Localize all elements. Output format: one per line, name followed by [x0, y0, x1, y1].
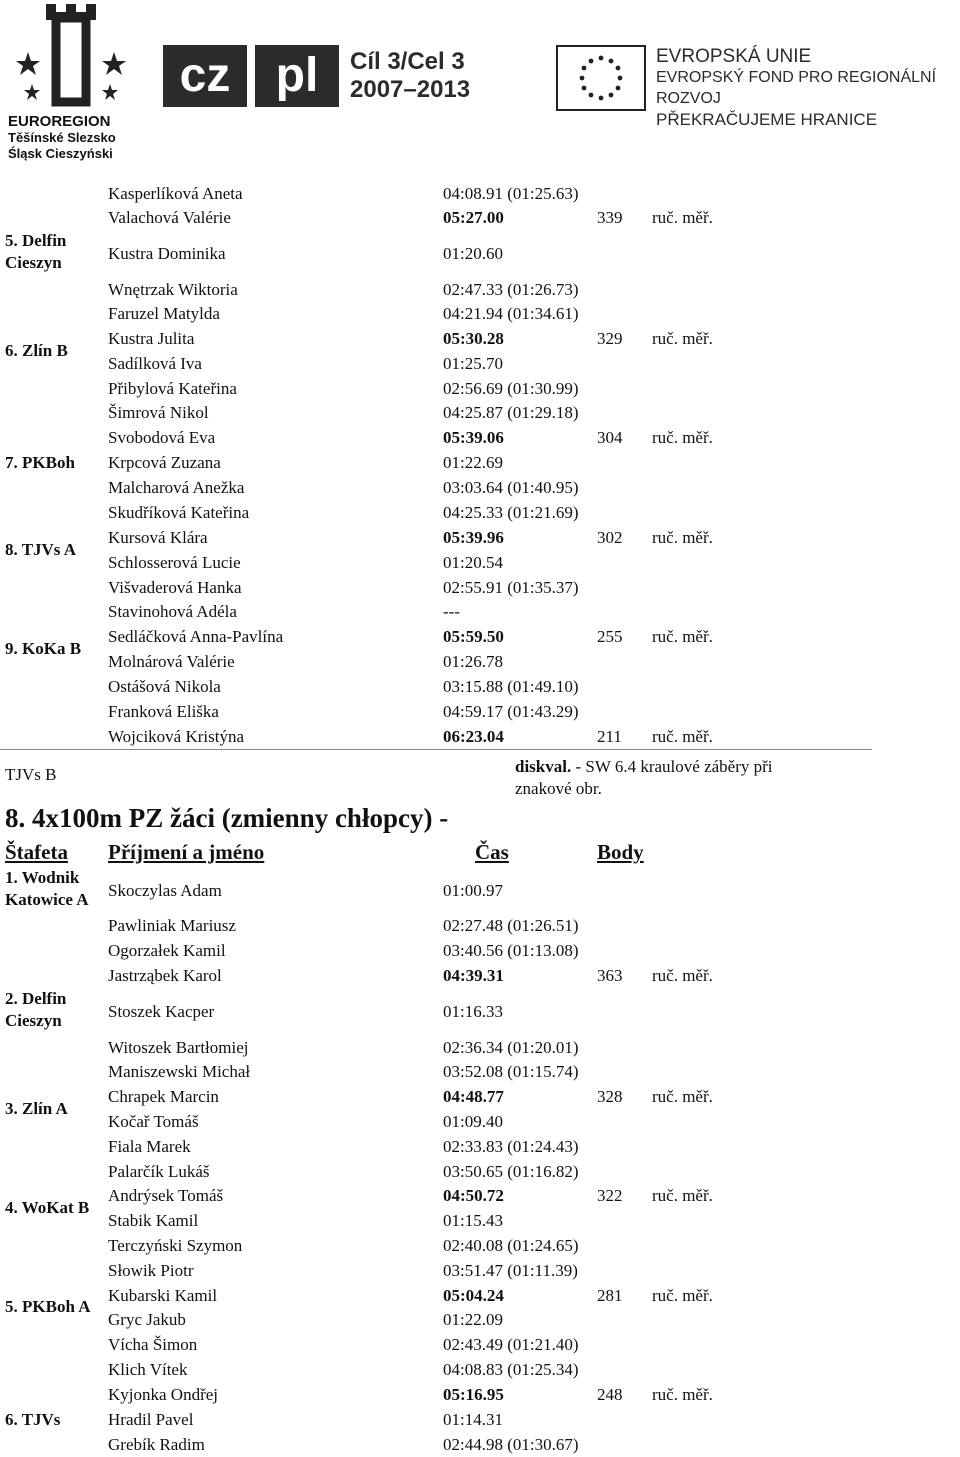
split-time: 04:50.72	[443, 1186, 504, 1205]
result-row	[0, 1036, 960, 1060]
result-row	[0, 451, 960, 475]
result-row	[0, 231, 960, 272]
eu-text-block	[656, 46, 960, 130]
split-time: 03:15.88 (01:49.10)	[443, 677, 579, 696]
result-row	[0, 989, 960, 1030]
points: 304	[597, 428, 623, 447]
divider-line	[0, 749, 872, 750]
result-row	[0, 725, 960, 749]
swimmer-name: Kasperlíková Aneta	[108, 184, 243, 203]
split-time: 06:23.04	[443, 727, 504, 746]
result-row	[0, 1198, 960, 1233]
split-time: 02:27.48 (01:26.51)	[443, 916, 579, 935]
swimmer-name: Višvaderová Hanka	[108, 578, 242, 597]
swimmer-name: Stabik Kamil	[108, 1211, 199, 1230]
result-row	[0, 1297, 960, 1332]
result-row	[0, 302, 960, 326]
swimmer-name: Kočař Tomáš	[108, 1112, 199, 1131]
swimmer-name: Šimrová Nikol	[108, 403, 209, 422]
points: 211	[597, 727, 622, 746]
split-time: 02:43.49 (01:21.40)	[443, 1335, 579, 1354]
swimmer-name: Pawliniak Mariusz	[108, 916, 236, 935]
euroregion-logo	[8, 4, 138, 164]
swimmer-name: Hradil Pavel	[108, 1410, 194, 1429]
timing-note: ruč. měř.	[652, 966, 713, 985]
euroregion-line1: Těšínské Slezsko	[8, 130, 116, 145]
split-time: 01:14.31	[443, 1410, 503, 1429]
cil-line1: Cíl 3/Cel 3	[350, 48, 465, 75]
result-row	[0, 700, 960, 724]
points: 322	[597, 1186, 623, 1205]
euroregion-line2: Śląsk Cieszyński	[8, 146, 113, 161]
swimmer-name: Słowik Piotr	[108, 1261, 194, 1280]
split-time: 05:30.28	[443, 329, 504, 348]
split-time: 03:52.08 (01:15.74)	[443, 1062, 579, 1081]
swimmer-name: Palarčík Lukáš	[108, 1162, 210, 1181]
result-row	[0, 501, 960, 525]
result-row	[0, 1358, 960, 1382]
swimmer-name: Kubarski Kamil	[108, 1286, 218, 1305]
team-name: 8. TJVs A	[5, 540, 77, 559]
swimmer-name: Gryc Jakub	[108, 1310, 186, 1329]
tower-icon	[8, 4, 138, 116]
swimmer-name: Ogorzałek Kamil	[108, 941, 226, 960]
timing-note: ruč. měř.	[652, 1286, 713, 1305]
swimmer-name: Stoszek Kacper	[108, 1002, 215, 1021]
header-time: Čas	[475, 840, 509, 864]
disqualification-note	[515, 756, 825, 800]
header-points: Body	[597, 840, 644, 864]
swimmer-name: Sadílková Iva	[108, 354, 202, 373]
swimmer-name: Wnętrzak Wiktoria	[108, 280, 238, 299]
result-row	[0, 401, 960, 425]
points: 248	[597, 1385, 623, 1404]
split-time: 01:15.43	[443, 1211, 503, 1230]
team-name: 5. Delfin Cieszyn	[5, 231, 67, 272]
result-row	[0, 1234, 960, 1258]
timing-note: ruč. měř.	[652, 627, 713, 646]
result-row	[0, 1408, 960, 1432]
split-time: 02:36.34 (01:20.01)	[443, 1038, 579, 1057]
result-row	[0, 1259, 960, 1283]
points: 328	[597, 1087, 623, 1106]
swimmer-name: Vícha Šimon	[108, 1335, 198, 1354]
swimmer-name: Klich Vítek	[108, 1360, 188, 1379]
eu-flag-icon	[556, 45, 646, 111]
disqualified-team: TJVs B	[5, 765, 57, 784]
split-time: 04:08.91 (01:25.63)	[443, 184, 579, 203]
swimmer-name: Skoczylas Adam	[108, 881, 222, 900]
result-row	[0, 576, 960, 600]
pl-box: pl	[255, 45, 339, 107]
result-row	[0, 182, 960, 206]
result-row	[0, 1383, 960, 1407]
points: 281	[597, 1286, 623, 1305]
swimmer-name: Sedláčková Anna-Pavlína	[108, 627, 284, 646]
split-time: 05:39.96	[443, 528, 504, 547]
cz-box: cz	[163, 45, 247, 107]
diskval-label: diskval.	[515, 757, 572, 776]
result-row	[0, 341, 960, 376]
result-row	[0, 1085, 960, 1109]
swimmer-name: Schlosserová Lucie	[108, 553, 241, 572]
cil-line2: 2007–2013	[350, 76, 471, 103]
timing-note: ruč. měř.	[652, 208, 713, 227]
swimmer-name: Jastrząbek Karol	[108, 966, 222, 985]
result-row	[0, 1284, 960, 1308]
result-row	[0, 639, 960, 674]
swimmer-name: Malcharová Anežka	[108, 478, 245, 497]
result-row	[0, 1099, 960, 1134]
result-row	[0, 1160, 960, 1184]
points: 363	[597, 966, 623, 985]
timing-note: ruč. měř.	[652, 428, 713, 447]
split-time: 01:20.54	[443, 553, 503, 572]
timing-note: ruč. měř.	[652, 727, 713, 746]
swimmer-name: Wojciková Kristýna	[108, 727, 245, 746]
swimmer-name: Kursová Klára	[108, 528, 208, 547]
czpl-logo	[163, 45, 343, 107]
result-row	[0, 914, 960, 938]
split-time: 04:08.83 (01:25.34)	[443, 1360, 579, 1379]
split-time: 04:48.77	[443, 1087, 504, 1106]
swimmer-name: Svobodová Eva	[108, 428, 216, 447]
split-time: 01:25.70	[443, 354, 503, 373]
split-time: 05:16.95	[443, 1385, 504, 1404]
split-time: 02:33.83 (01:24.43)	[443, 1137, 579, 1156]
split-time: 04:21.94 (01:34.61)	[443, 304, 579, 323]
split-time: 03:51.47 (01:11.39)	[443, 1261, 578, 1280]
result-row	[0, 964, 960, 988]
result-row	[0, 1135, 960, 1159]
result-row	[0, 939, 960, 963]
split-time: 05:27.00	[443, 208, 504, 227]
result-row	[0, 278, 960, 302]
result-row	[0, 206, 960, 230]
result-row	[0, 426, 960, 450]
swimmer-name: Kyjonka Ondřej	[108, 1385, 219, 1404]
result-row	[0, 377, 960, 401]
split-time: 01:22.69	[443, 453, 503, 472]
team-name: 3. Zlín A	[5, 1099, 68, 1118]
split-time: 05:39.06	[443, 428, 504, 447]
split-time: 01:09.40	[443, 1112, 503, 1131]
result-row	[0, 1433, 960, 1457]
split-time: 02:40.08 (01:24.65)	[443, 1236, 579, 1255]
result-row	[0, 675, 960, 699]
split-time: 01:00.97	[443, 881, 503, 900]
points: 255	[597, 627, 623, 646]
result-row	[0, 476, 960, 500]
split-time: 01:16.33	[443, 1002, 503, 1021]
split-time: 04:39.31	[443, 966, 504, 985]
result-row	[0, 540, 960, 575]
header-name: Příjmení a jméno	[108, 840, 265, 864]
split-time: 01:20.60	[443, 244, 503, 263]
swimmer-name: Faruzel Matylda	[108, 304, 220, 323]
result-row	[0, 1060, 960, 1084]
swimmer-name: Maniszewski Michał	[108, 1062, 251, 1081]
event-heading: 8. 4x100m PZ žáci (zmienny chłopcy) -	[5, 803, 449, 833]
timing-note: ruč. měř.	[652, 1385, 713, 1404]
swimmer-name: Krpcová Zuzana	[108, 453, 221, 472]
team-name: 2. Delfin Cieszyn	[5, 989, 67, 1030]
split-time: 04:25.33 (01:21.69)	[443, 503, 579, 522]
result-row	[0, 327, 960, 351]
team-name: 5. PKBoh A	[5, 1297, 91, 1316]
team-name: 1. Wodnik Katowice A	[5, 868, 89, 909]
result-row	[0, 1184, 960, 1208]
split-time: 02:55.91 (01:35.37)	[443, 578, 579, 597]
split-time: 02:56.69 (01:30.99)	[443, 379, 579, 398]
result-row	[0, 625, 960, 649]
split-time: 03:40.56 (01:13.08)	[443, 941, 579, 960]
swimmer-name: Franková Eliška	[108, 702, 219, 721]
swimmer-name: Chrapek Marcin	[108, 1087, 219, 1106]
swimmer-name: Kustra Julita	[108, 329, 195, 348]
points: 339	[597, 208, 623, 227]
header-team: Štafeta	[5, 840, 68, 864]
team-name: 9. KoKa B	[5, 639, 82, 658]
eu-line3: PŘEKRAČUJEME HRANICE	[656, 110, 878, 129]
split-time: 05:59.50	[443, 627, 504, 646]
split-time: 04:25.87 (01:29.18)	[443, 403, 579, 422]
swimmer-name: Ostášová Nikola	[108, 677, 221, 696]
split-time: 04:59.17 (01:43.29)	[443, 702, 579, 721]
split-time: 02:47.33 (01:26.73)	[443, 280, 579, 299]
split-time: 05:04.24	[443, 1286, 504, 1305]
euroregion-title: EUROREGION	[8, 113, 111, 130]
split-time: 01:22.09	[443, 1310, 503, 1329]
team-name: 6. Zlín B	[5, 341, 68, 360]
eu-line2: EVROPSKÝ FOND PRO REGIONÁLNÍ ROZVOJ	[656, 69, 937, 107]
eu-line1: EVROPSKÁ UNIE	[656, 46, 812, 67]
timing-note: ruč. měř.	[652, 528, 713, 547]
cil-cel-logo	[350, 50, 520, 102]
result-row	[0, 868, 960, 909]
swimmer-name: Grebík Radim	[108, 1435, 205, 1454]
result-row	[0, 526, 960, 550]
swimmer-name: Molnárová Valérie	[108, 652, 235, 671]
split-time: 03:03.64 (01:40.95)	[443, 478, 579, 497]
split-time: 01:26.78	[443, 652, 503, 671]
team-name: 7. PKBoh	[5, 453, 75, 472]
split-time: 03:50.65 (01:16.82)	[443, 1162, 579, 1181]
swimmer-name: Valachová Valérie	[108, 208, 231, 227]
split-time: ---	[443, 602, 460, 621]
points: 329	[597, 329, 623, 348]
swimmer-name: Andrýsek Tomáš	[108, 1186, 224, 1205]
swimmer-name: Přibylová Kateřina	[108, 379, 237, 398]
timing-note: ruč. měř.	[652, 1087, 713, 1106]
swimmer-name: Witoszek Bartłomiej	[108, 1038, 249, 1057]
result-row	[0, 600, 960, 624]
result-row	[0, 1333, 960, 1357]
swimmer-name: Terczyński Szymon	[108, 1236, 243, 1255]
split-time: 02:44.98 (01:30.67)	[443, 1435, 579, 1454]
diskval-reason: - SW 6.4 kraulové záběry při znakové obr.	[515, 757, 773, 798]
team-name: 4. WoKat B	[5, 1198, 90, 1217]
swimmer-name: Stavinohová Adéla	[108, 602, 237, 621]
timing-note: ruč. měř.	[652, 329, 713, 348]
swimmer-name: Fiala Marek	[108, 1137, 191, 1156]
timing-note: ruč. měř.	[652, 1186, 713, 1205]
swimmer-name: Kustra Dominika	[108, 244, 226, 263]
points: 302	[597, 528, 623, 547]
team-name: 6. TJVs	[5, 1410, 61, 1429]
swimmer-name: Skudříková Kateřina	[108, 503, 250, 522]
